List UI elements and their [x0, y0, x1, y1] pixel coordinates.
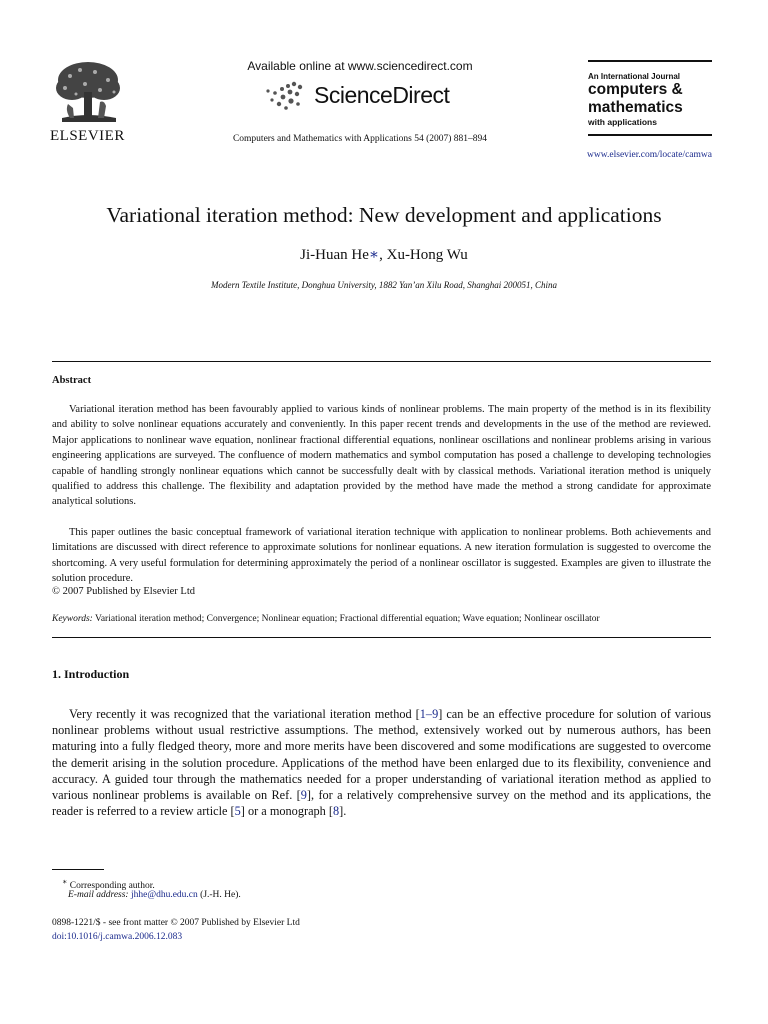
elsevier-logo	[50, 58, 132, 145]
elsevier-wordmark: ELSEVIER	[50, 128, 125, 144]
citation-link[interactable]: 9	[300, 788, 307, 803]
journal-box-subtitle: An International Journal	[588, 72, 681, 81]
footnote-email: E-mail address: jhhe@dhu.edu.cn (J.-H. He).	[68, 890, 241, 900]
abstract-heading: Abstract	[52, 375, 92, 386]
abstract-bottom-rule	[52, 637, 711, 638]
citation-link[interactable]: 1–9	[419, 707, 439, 721]
journal-title-box	[588, 60, 712, 136]
introduction-paragraph: Very recently it was recognized that the variational iteration method [1–9] can be an effective procedure for solution of various nonlinear problems without usual restrictive assumptions. The method, extensively worked out by numerous authors, has been maturing into a fully fledged theory, more and more merits have been discovered and some modifications are suggested to overcome the demerit arising in the solution procedure. Applications of the method have been enlarged due to its flexibility, convenience and accuracy. A guided tour through the mathematics needed for a proper understanding of variational iteration method as applied to various nonlinear problems is available on Ref. [9], for a relatively comprehensive survey on the method and its applications, the reader is referred to a review article [5] or a monograph [8].	[52, 707, 712, 819]
footnote-mark: ∗	[62, 877, 68, 886]
journal-box-title-line2: mathematics	[588, 99, 683, 116]
author-line	[0, 245, 768, 264]
keywords-label: Keywords:	[52, 614, 93, 624]
sciencedirect-logo	[262, 80, 449, 110]
abstract-top-rule	[52, 361, 711, 362]
keywords-list: Variational iteration method; Convergence; Nonlinear equation; Fractional differential equation; Wave equation; Nonlinear oscillator	[95, 614, 600, 624]
journal-url-link[interactable]: www.elsevier.com/locate/camwa	[587, 150, 712, 160]
author-separator: ,	[379, 247, 387, 263]
abstract-copyright: © 2007 Published by Elsevier Ltd	[52, 586, 196, 597]
author-wu: Xu-Hong Wu	[386, 247, 468, 263]
journal-box-top-rule	[588, 60, 712, 62]
sciencedirect-wordmark: ScienceDirect	[314, 81, 450, 108]
abstract-paragraph-2: This paper outlines the basic conceptual framework of variational iteration technique with application to nonlinear problems. Both achievements and limitations are discussed with direct reference to approximate solutions for nonlinear equations. A new iteration formulation is suggested to overcome the shortcoming. A very useful formulation for determining approximately the period of a nonlinear oscillator is suggested. Examples are given to illustrate the solution procedure.	[52, 527, 711, 585]
front-matter-line: 0898-1221/$ - see front matter © 2007 Published by Elsevier Ltd	[52, 918, 300, 928]
corresponding-author-mark[interactable]: ∗	[368, 247, 380, 263]
journal-box-title	[588, 81, 712, 117]
section-heading-introduction: 1. Introduction	[52, 667, 130, 681]
journal-box-title-line1: computers &	[588, 81, 683, 98]
keywords	[52, 614, 712, 624]
affiliation: Modern Textile Institute, Donghua University, 1882 Yan’an Xilu Road, Shanghai 200051, China	[210, 280, 558, 290]
abstract-paragraph-1: Variational iteration method has been favourably applied to various kinds of nonlinear problems. The main property of the method is in its flexibility and ability to solve nonlinear equations accurately and conveniently. In this paper recent trends and developments in the use of the method are reviewed. Major applications to nonlinear wave equation, nonlinear fractional differential equations, nonlinear oscillations and nonlinear problems arising in various engineering applications are surveyed. The confluence of modern mathematics and symbol computation has posed a challenge to developing technologies capable of handling strongly nonlinear equations which cannot be successfully dealt with by classical methods. Variational iteration method is uniquely qualified to address this challenge. The flexibility and adaptation provided by the method have made the method a strong candidate for approximate analytical solutions.	[52, 404, 711, 508]
footnote-corresponding-author: ∗ Corresponding author.	[62, 877, 155, 892]
doi-link[interactable]: doi:10.1016/j.camwa.2006.12.083	[52, 932, 183, 942]
paper-title: Variational iteration method: New development and applications	[106, 203, 662, 227]
journal-box-bottom-rule	[588, 134, 712, 136]
journal-reference: Computers and Mathematics with Applications 54 (2007) 881–894	[232, 134, 488, 144]
journal-box-with-line: with applications	[588, 117, 657, 127]
footnote-rule	[52, 869, 104, 870]
email-link[interactable]: jhhe@dhu.edu.cn	[130, 890, 198, 900]
author-he: Ji-Huan He	[300, 247, 369, 263]
available-online-text: Available online at www.sciencedirect.com	[247, 59, 473, 73]
sciencedirect-dots-icon	[262, 80, 306, 110]
elsevier-tree-icon	[50, 58, 128, 126]
citation-link[interactable]: 8	[333, 804, 340, 819]
citation-link[interactable]: 5	[234, 804, 241, 819]
email-label: E-mail address:	[68, 890, 129, 900]
